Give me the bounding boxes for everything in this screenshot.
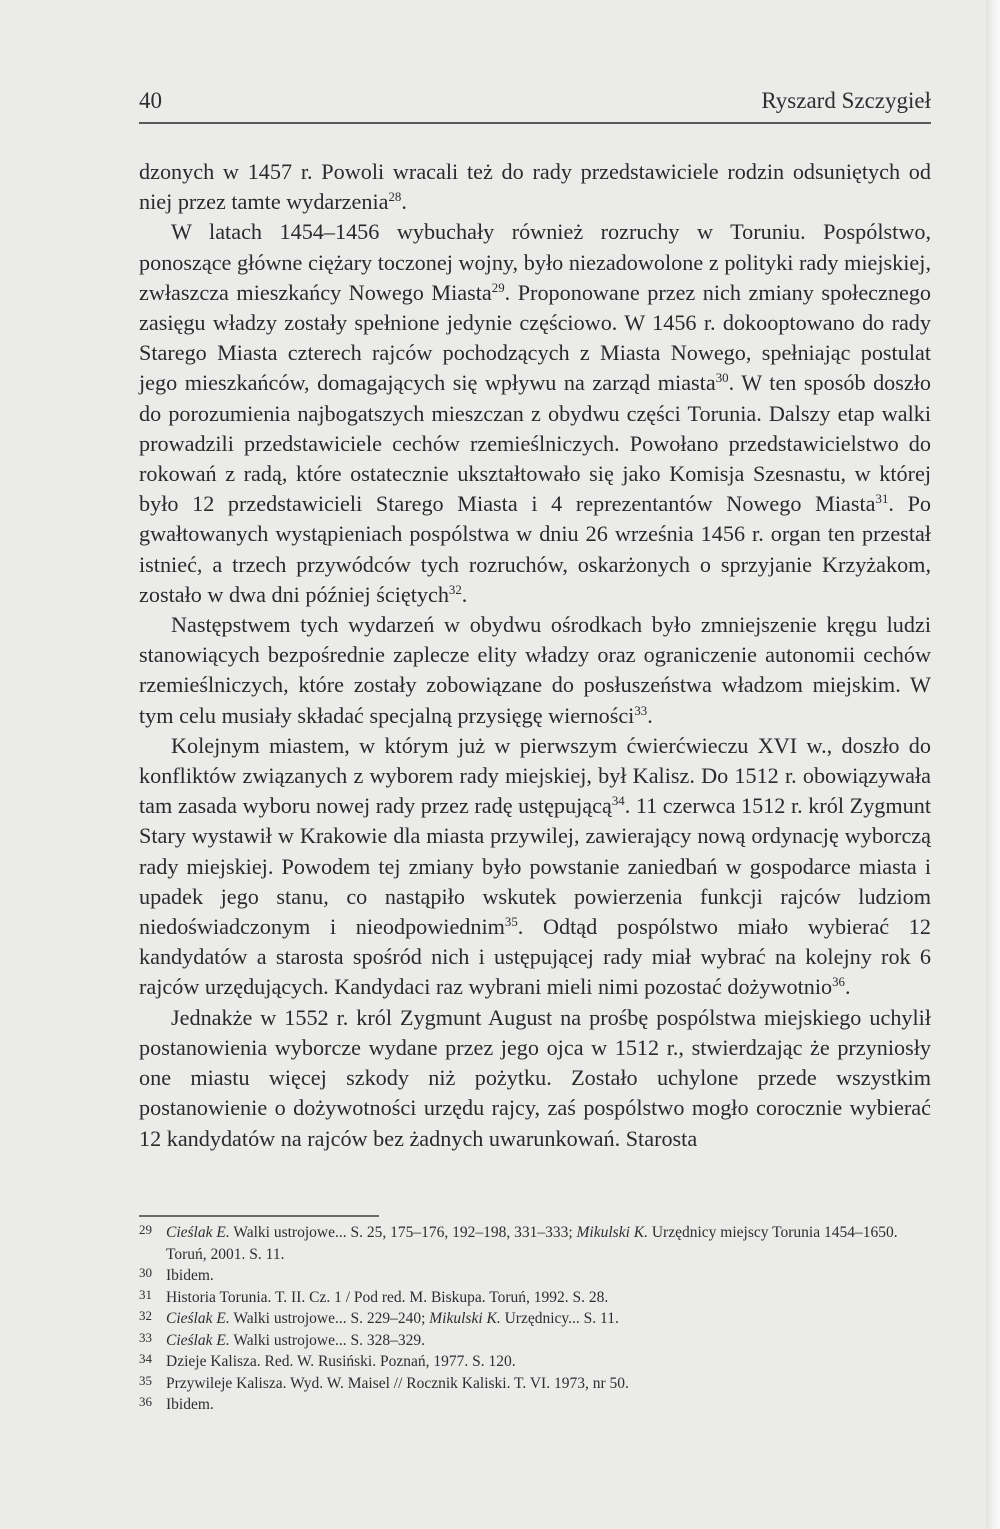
footnote-number: 29: [139, 1222, 152, 1237]
footnote-reference: 31: [875, 492, 889, 507]
page-edge-shadow: [986, 0, 1000, 1529]
page-number: 40: [139, 88, 162, 113]
footnote-number: 31: [139, 1286, 152, 1302]
footnote: 29 Cieślak E. Walki ustrojowe... S. 25, 175–176, 192–198, 331–333; Mikulski K. Urzędnicy miejscy Torunia 1454–1650. Toruń, 2001. S. 11.: [139, 1222, 931, 1265]
footnote: 30 Ibidem.: [139, 1265, 931, 1287]
author-name: Cieślak E.: [166, 1310, 230, 1327]
footnote-number: 32: [139, 1308, 152, 1323]
running-head-author: Ryszard Szczygieł: [761, 88, 931, 113]
footnote: 31 Historia Torunia. T. II. Cz. 1 / Pod red. M. Biskupa. Toruń, 1992. S. 28.: [139, 1287, 931, 1309]
footnote-number: 33: [139, 1329, 152, 1345]
footnote-reference: 32: [448, 582, 462, 597]
footnote-reference: 34: [611, 794, 625, 809]
footnote-reference: 28: [388, 190, 402, 205]
author-name: Cieślak E.: [166, 1224, 230, 1241]
footnote-separator: [139, 1215, 379, 1217]
footnote: 33 Cieślak E. Walki ustrojowe... S. 328–329.: [139, 1330, 931, 1352]
footnote-reference: 29: [491, 280, 505, 295]
footnote-number: 30: [139, 1265, 152, 1280]
footnote: 32 Cieślak E. Walki ustrojowe... S. 229–240; Mikulski K. Urzędnicy... S. 11.: [139, 1308, 931, 1330]
footnote-number: 34: [139, 1351, 152, 1366]
paragraph: W latach 1454–1456 wybuchały również rozruchy w Toruniu. Pospólstwo, ponoszące główne ciężary toczonej wojny, było niezadowolone z polityki rady miejskiej, zwłaszcza mieszkańcy Nowego Miasta$^{29}$. Proponowane przez nich zmiany społecznego zasięgu władzy zostały spełnione jedynie częściowo. W 1456 r. dokooptowano do rady Starego Miasta czterech rajców pochodzących z Miasta Nowego, spełniając postulat jego mieszkańców, domagających się wpływu na zarząd miasta$^{30}$. W ten sposób doszło do porozumienia najbogatszych mieszczan z obydwu części Torunia. Dalszy etap walki prowadzili przedstawiciele cechów rzemieślniczych. Powołano przedstawicielstwo do rokowań z radą, które ostatecznie ukształtowało się jako Komisja Szesnastu, w której było 12 przedstawicieli Starego Miasta i 4 reprezentantów Nowego Miasta$^{31}$. Po gwałtowanych wystąpieniach pospólstwa w dniu 26 września 1456 r. organ ten przestał istnieć, a trzech przywódców tych rozruchów, oskarżonych o sprzyjanie Krzyżakom, zostało w dwa dni później ściętych$^{32}$.: [139, 219, 932, 607]
author-name: Mikulski K.: [576, 1224, 648, 1241]
main-text: [139, 157, 931, 1154]
footnotes: [139, 1222, 931, 1416]
footnote-reference: 33: [634, 703, 648, 718]
paragraph: Kolejnym miastem, w którym już w pierwszym ćwierćwieczu XVI w., doszło do konfliktów związanych z wyborem rady miejskiej, był Kalisz. Do 1512 r. obowiązywała tam zasada wyboru nowej rady przez radę ustępującą$^{34}$. 11 czerwca 1512 r. król Zygmunt Stary wystawił w Krakowie dla miasta przywilej, zawierający nową ordynację wyborczą rady miejskiej. Powodem tej zmiany było powstanie zaniedbań w gospodarce miasta i upadek jego stanu, co nastąpiło wskutek powierzenia funkcji rajców ludziom niedoświadczonym i nieodpowiednim$^{35}$. Odtąd pospólstwo miało wybierać 12 kandydatów a starosta spośród nich i ustępującej rady miał wybrać na kolejny rok 6 rajców urzędujących. Kandydaci raz wybrani mieli nimi pozostać dożywotnio$^{36}$.: [139, 732, 931, 1000]
footnote: 35 Przywileje Kalisza. Wyd. W. Maisel // Rocznik Kaliski. T. VI. 1973, nr 50.: [139, 1373, 931, 1395]
paragraph: Następstwem tych wydarzeń w obydwu ośrodkach było zmniejszenie kręgu ludzi stanowiących bezpośrednie zaplecze elity władzy oraz ograniczenie autonomii cechów rzemieślniczych, które zostały zobowiązane do posłuszeństwa władzom miejskim. W tym celu musiały składać specjalną przysięgę wierności$^{33}$.: [139, 612, 931, 728]
page-header: [139, 88, 931, 120]
paragraph: Jednakże w 1552 r. król Zygmunt August na prośbę pospólstwa miejskiego uchylił postanowienia wyborcze wydane przez jego ojca w 1512 r., stwierdzając że przyniosły one miastu więcej szkody niż pożytku. Zostało uchylone przede wszystkim postanowienie o dożywotności urzędu rajcy, zaś pospólstwo mogło corocznie wybierać 12 kandydatów na rajców bez żadnych uwarunkowań. Starosta: [139, 1004, 931, 1151]
author-name: Cieślak E.: [166, 1331, 230, 1349]
footnote-reference: 36: [832, 975, 845, 990]
footnote-number: 35: [139, 1372, 152, 1388]
footnote-reference: 30: [715, 371, 729, 386]
footnote: 34 Dzieje Kalisza. Red. W. Rusiński. Poznań, 1977. S. 120.: [139, 1351, 931, 1373]
footnote-reference: 35: [504, 915, 518, 930]
footnote-number: 36: [139, 1394, 152, 1409]
author-name: Mikulski K.: [429, 1310, 501, 1327]
footnote: 36 Ibidem.: [139, 1394, 931, 1416]
paragraph: dzonych w 1457 r. Powoli wracali też do rady przedstawiciele rodzin odsuniętych od niej przez tamte wydarzenia$^{28}$.: [139, 159, 931, 215]
header-rule: [139, 122, 931, 124]
